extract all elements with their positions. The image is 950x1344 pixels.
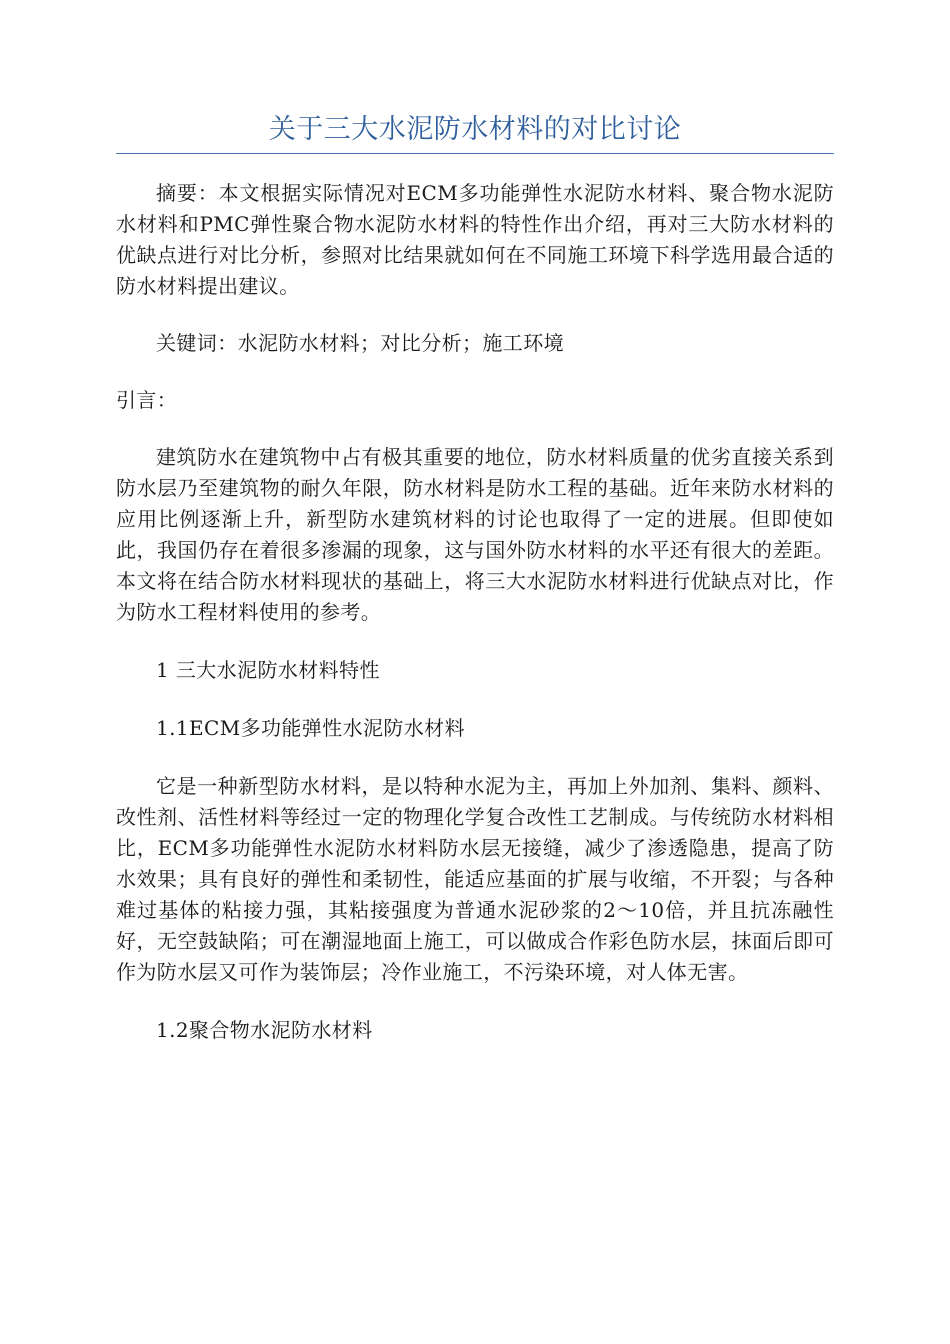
abstract-paragraph: 摘要：本文根据实际情况对ECM多功能弹性水泥防水材料、聚合物水泥防水材料和PMC弹性聚合物水泥防水材料的特性作出介绍，再对三大防水材料的优缺点进行对比分析，参照对比结果就如何在不同施工环境下科学选用最合适的防水材料提出建议。 [116,181,834,298]
section-1-1-heading: 1.1ECM多功能弹性水泥防水材料 [156,716,465,740]
document-body [116,178,834,1046]
intro-heading: 引言： [116,388,178,412]
document-title: 关于三大水泥防水材料的对比讨论 [268,114,682,145]
section-1-2-heading: 1.2聚合物水泥防水材料 [156,1018,373,1042]
intro-paragraph: 建筑防水在建筑物中占有极其重要的地位，防水材料质量的优劣直接关系到防水层乃至建筑物的耐久年限，防水材料是防水工程的基础。近年来防水材料的应用比例逐渐上升，新型防水建筑材料的讨论也取得了一定的进展。但即使如此，我国仍存在着很多渗漏的现象，这与国外防水材料的水平还有很大的差距。本文将在结合防水材料现状的基础上，将三大水泥防水材料进行优缺点对比，作为防水工程材料使用的参考。 [116,445,834,624]
keywords-line: 关键词：水泥防水材料；对比分析；施工环境 [156,331,564,355]
section-1-heading: 1 三大水泥防水材料特性 [156,658,380,682]
section-1-1-paragraph: 它是一种新型防水材料，是以特种水泥为主，再加上外加剂、集料、颜料、改性剂、活性材料等经过一定的物理化学复合改性工艺制成。与传统防水材料相比，ECM多功能弹性水泥防水材料防水层无接缝，减少了渗透隐患，提高了防水效果；具有良好的弹性和柔韧性，能适应基面的扩展与收缩，不开裂；与各种难过基体的粘接力强，其粘接强度为普通水泥砂浆的2～10倍，并且抗冻融性好，无空鼓缺陷；可在潮湿地面上施工，可以做成合作彩色防水层，抹面后即可作为防水层又可作为装饰层；冷作业施工，不污染环境，对人体无害。 [116,774,834,984]
title-underline [116,153,834,154]
